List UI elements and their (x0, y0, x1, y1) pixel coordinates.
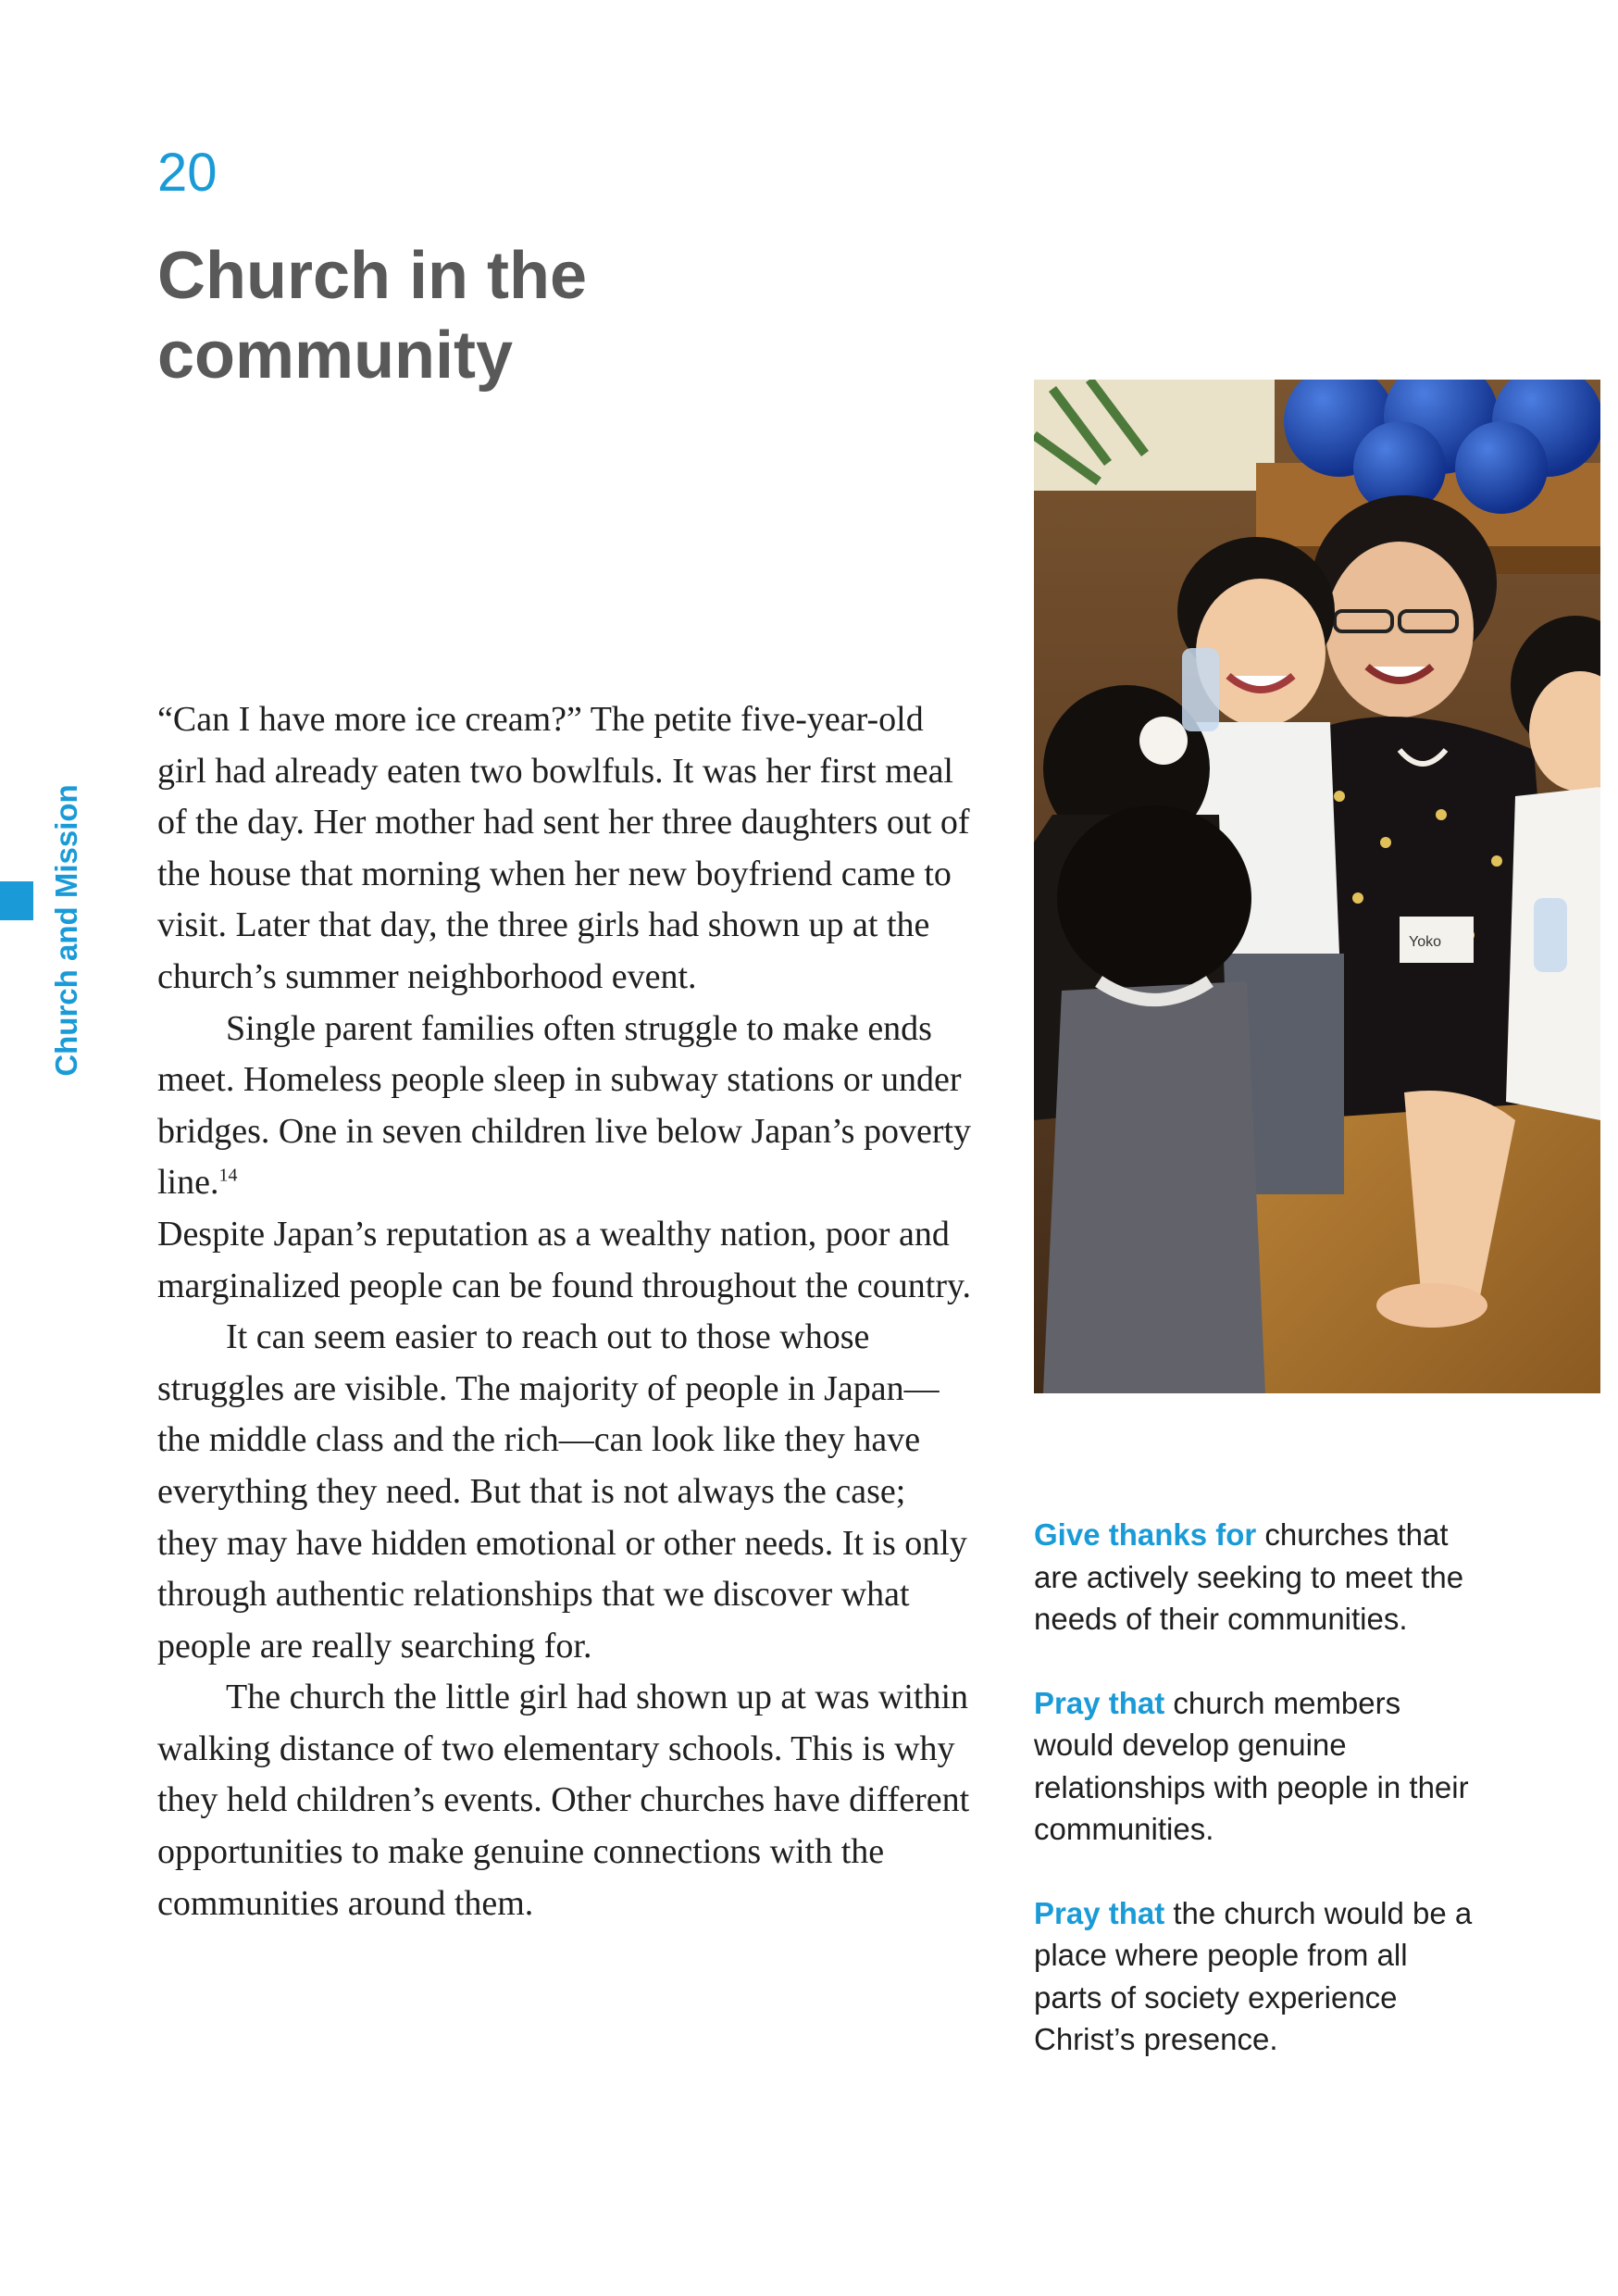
body-text (157, 694, 972, 1929)
community-photo (1034, 380, 1600, 1393)
prayer-text: churches that are actively seeking to meet the needs of their communities. (1034, 1517, 1464, 1636)
prayer-points (1034, 1514, 1478, 2103)
body-paragraph-text: Single parent families often struggle to make ends meet. Homeless people sleep in subway stations or under bridges. One in seven children live below Japan’s poverty line. (157, 1008, 972, 1203)
prayer-lead: Pray that (1034, 1895, 1165, 1930)
body-paragraph: Despite Japan’s reputation as a wealthy nation, poor and marginalized people can be found throughout the country. (157, 1214, 972, 1305)
prayer-text: the church would be a place where people from all parts of society experience Christ’s presence. (1034, 1895, 1473, 2056)
prayer-item (1034, 1682, 1478, 1851)
photo-name-tag: Yoko (1409, 934, 1441, 950)
section-label: Church and Mission (49, 784, 83, 1077)
body-paragraph (157, 1004, 972, 1209)
body-paragraph: It can seem easier to reach out to those whose struggles are visible. The majority of people in Japan—the middle class and the rich—can look like they have everything they need. But that is not always the case; they may have hidden emotional or other needs. It is only through authentic relationships that we discover what people are really searching for. (157, 1317, 967, 1666)
prayer-item (1034, 1514, 1478, 1641)
prayer-item (1034, 1892, 1478, 2061)
section-marker-bar (0, 881, 33, 920)
prayer-lead: Give thanks for (1034, 1517, 1257, 1552)
footnote-ref: 14 (218, 1165, 238, 1186)
body-paragraph: “Can I have more ice cream?” The petite five-year-old girl had already eaten two bowlfuls. It was her first meal of the day. Her mother had sent her three daughters out of the house that morning when her new boyfriend came to visit. Later that day, the three girls had shown up at the church’s summer neighborhood event. (157, 700, 970, 996)
prayer-lead: Pray that (1034, 1685, 1165, 1720)
page-title: Church in the community (157, 239, 587, 393)
body-paragraph: The church the little girl had shown up at was within walking distance of two elementary schools. This is why they held children’s events. Other churches have different opportunities to make genuine connections with the communities around them. (157, 1678, 970, 1923)
prayer-text: church members would develop genuine relationships with people in their communities. (1034, 1685, 1469, 1846)
chapter-number: 20 (157, 143, 218, 203)
